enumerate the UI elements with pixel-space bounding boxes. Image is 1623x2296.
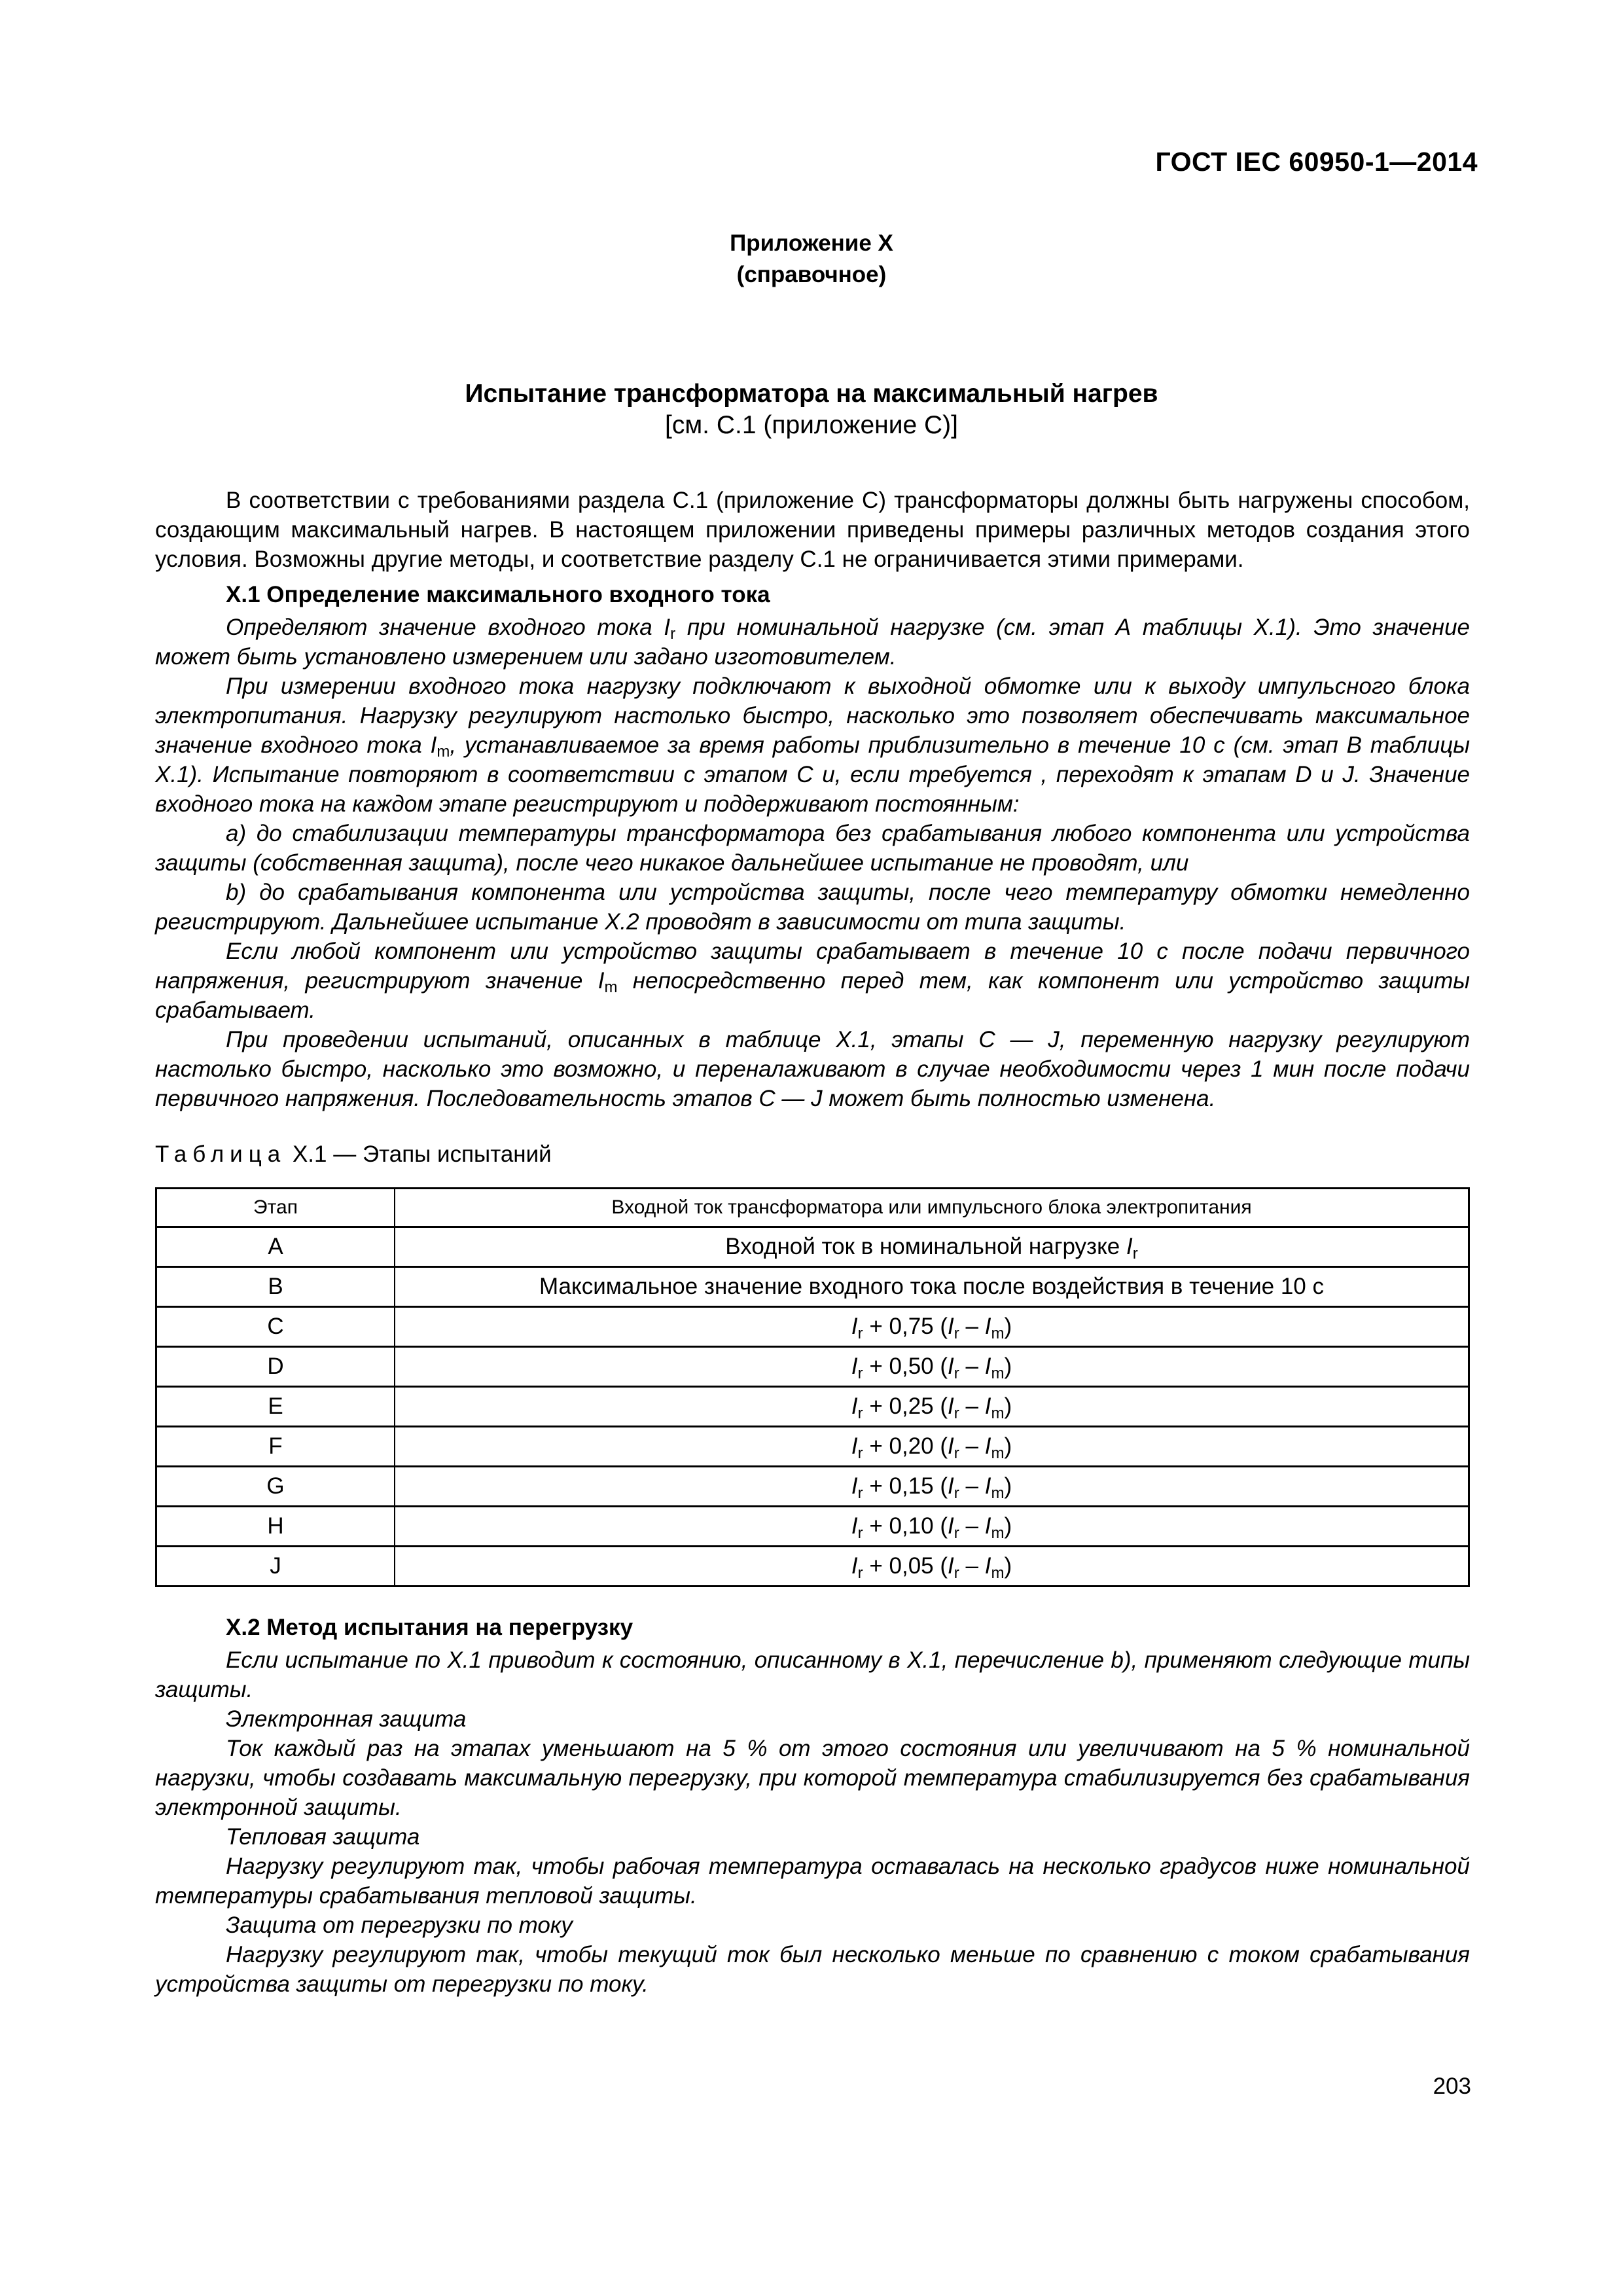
section-x1-paragraph: При проведении испытаний, описанных в таблице X.1, этапы С — J, переменную нагрузку регулируют настолько быстро, насколько это возможно, и переналаживают в случае необходимости через 1 мин после подачи первичного напряжения. Последовательность этапов С — J может быть полностью изменена. [155,1027,1470,1111]
current-cell: $I_r + 0,15$ $(I_r - I_m)$ [395,1467,1469,1507]
title-main: Испытание трансформатора на максимальный нагрев [465,380,1158,408]
protection-type-thermal: Тепловая защита [226,1824,420,1850]
current-cell: $I_r + 0,05$ $(I_r - I_m)$ [395,1547,1469,1587]
document-code: ГОСТ IEC 60950-1—2014 [1155,147,1478,177]
current-cell: Входной ток в номинальной нагрузке $I_r$ [395,1227,1469,1267]
current-cell: $I_r + 0,20$ $(I_r - I_m)$ [395,1427,1469,1467]
stages-table [155,1187,1470,1587]
appendix-kind: (справочное) [736,262,887,287]
stage-cell: A [156,1227,395,1267]
section-x1-paragraph: При измерении входного тока нагрузку подключают к выходной обмотке или к выходу импульсного блока электропитания. Нагрузку регулируют настолько быстро, насколько это позволяет обеспечивать максимальное значение входного тока $I_m$, устанавливаемое за время работы приблизительно в течение 10 с (см. этап В таблицы X.1). Испытание повторяют в соответствии с этапом С и, если требуется , переходят к этапам D и J. Значение входного тока на каждом этапе регистрируют и поддерживают постоянным: [155,673,1471,817]
protection-type-electronic: Электронная защита [226,1706,467,1732]
stage-cell: B [156,1267,395,1307]
stage-cell: F [156,1427,395,1467]
section-x1-paragraph: Определяют значение входного тока $I_r$ при номинальной нагрузке (см. этап А таблицы X.1). Это значение может быть установлено измерением или задано изготовителем. [155,615,1470,670]
table-caption: Таблица X.1 — Этапы испытаний [155,1141,552,1167]
intro-paragraph: В соответствии с требованиями раздела С.1 (приложение С) трансформаторы должны быть нагружены способом, создающим максимальный нагрев. В настоящем приложении приведены примеры различных методов создания этого условия. Возможны другие методы, и соответствие разделу С.1 не ограничивается этими примерами. [155,488,1470,572]
stage-cell: E [156,1387,395,1427]
section-x1-list-item-a: a) до стабилизации температуры трансформатора без срабатывания любого компонента или устройства защиты (собственная защита), после чего никакое дальнейшее испытание не проводят, или [155,821,1470,876]
table-row [156,1427,1469,1467]
stage-cell: D [156,1347,395,1387]
current-cell: $I_r + 0,25$ $(I_r - I_m)$ [395,1387,1469,1427]
current-cell: $I_r + 0,50$ $(I_r - I_m)$ [395,1347,1469,1387]
appendix-label: Приложение X [730,230,893,256]
stage-cell: C [156,1307,395,1347]
protection-type-overcurrent: Защита от перегрузки по току [226,1912,573,1938]
current-cell: Максимальное значение входного тока после воздействия в течение 10 с [395,1267,1469,1307]
table-row [156,1547,1469,1587]
appendix-heading [0,228,1623,291]
section-x2-heading: X.2 Метод испытания на перегрузку [226,1615,633,1640]
page-number: 203 [1433,2073,1471,2099]
appendix-title [0,378,1623,441]
section-x1-paragraph: Если любой компонент или устройство защиты срабатывает в течение 10 с после подачи первичного напряжения, регистрируют значение $I_m$ непосредственно перед тем, как компонент или устройство защиты срабатывает. [155,939,1470,1023]
section-x1-heading: X.1 Определение максимального входного тока [226,582,770,607]
stage-cell: J [156,1547,395,1587]
table-row [156,1347,1469,1387]
stage-cell: G [156,1467,395,1507]
table-row [156,1507,1469,1547]
table-header-row [156,1189,1469,1227]
stage-cell: H [156,1507,395,1547]
table-row [156,1227,1469,1267]
table-row [156,1307,1469,1347]
document-body [155,486,1470,1999]
title-reference: [см. С.1 (приложение С)] [665,411,958,439]
section-x2-paragraph: Ток каждый раз на этапах уменьшают на 5 % от этого состояния или увеличивают на 5 % номинальной нагрузки, чтобы создавать максимальную перегрузку, при которой температура стабилизируется без срабатывания электронной защиты. [155,1736,1470,1820]
table-row [156,1387,1469,1427]
section-x2-paragraph: Нагрузку регулируют так, чтобы текущий ток был несколько меньше по сравнению с током срабатывания устройства защиты от перегрузки по току. [155,1942,1470,1997]
section-x1-list-item-b: b) до срабатывания компонента или устройства защиты, после чего температуру обмотки немедленно регистрируют. Дальнейшее испытание X.2 проводят в зависимости от типа защиты. [155,880,1470,935]
current-cell: $I_r + 0,75$ $(I_r - I_m)$ [395,1307,1469,1347]
section-x2-paragraph: Если испытание по X.1 приводит к состоянию, описанному в X.1, перечисление b), применяют следующие типы защиты. [155,1647,1470,1702]
column-header-stage: Этап [156,1189,395,1227]
column-header-current: Входной ток трансформатора или импульсного блока электропитания [395,1189,1469,1227]
table-row [156,1467,1469,1507]
table-row [156,1267,1469,1307]
section-x2-paragraph: Нагрузку регулируют так, чтобы рабочая температура оставалась на несколько градусов ниже номинальной температуры срабатывания тепловой защиты. [155,1854,1470,1909]
current-cell: $I_r + 0,10$ $(I_r - I_m)$ [395,1507,1469,1547]
